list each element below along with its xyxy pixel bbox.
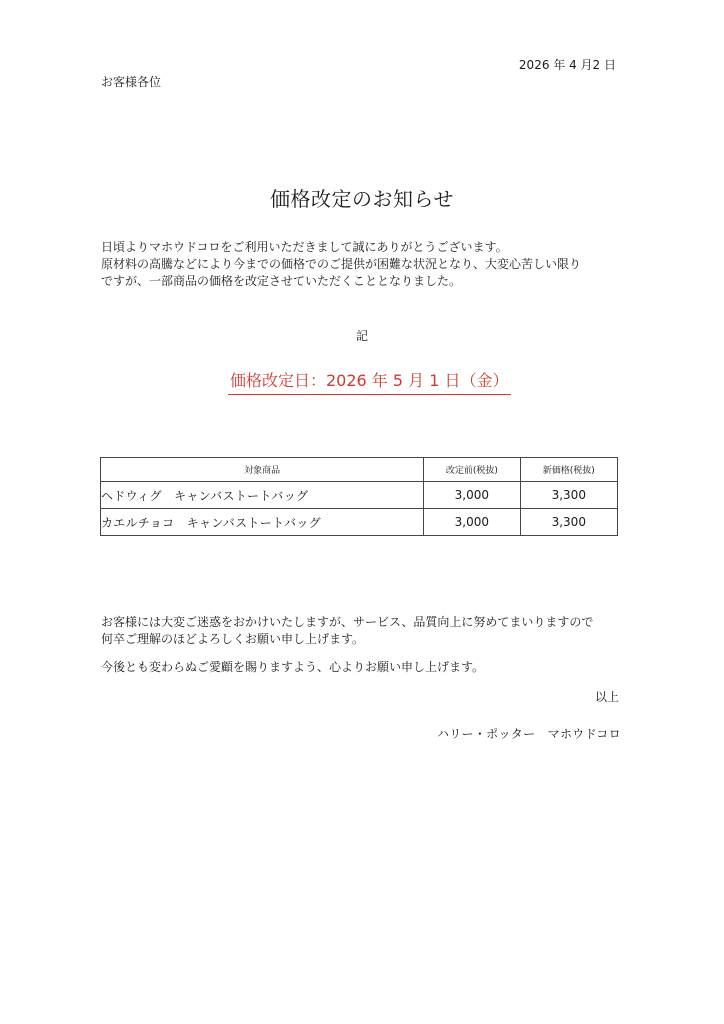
product-name: ヘドウィグ キャンバストートバッグ bbox=[101, 482, 424, 509]
intro-line: ですが、一部商品の価格を改定させていただくこととなりました。 bbox=[101, 274, 462, 288]
before-price: 3,000 bbox=[424, 509, 520, 536]
price-table bbox=[100, 457, 618, 536]
ijo-mark: 以上 bbox=[594, 690, 619, 704]
table-row bbox=[101, 509, 618, 536]
table-header-row bbox=[101, 458, 618, 482]
revision-date: 価格改定日：2026 年 5 月 1 日（金） bbox=[228, 368, 511, 395]
sender-name: ハリー・ポッター マホウドコロ bbox=[436, 727, 621, 741]
new-price: 3,300 bbox=[520, 509, 617, 536]
new-price: 3,300 bbox=[520, 482, 617, 509]
intro-paragraph bbox=[101, 239, 581, 290]
header-new-price: 新価格(税抜) bbox=[520, 458, 617, 482]
recipient: お客様各位 bbox=[101, 75, 162, 89]
table-row bbox=[101, 482, 618, 509]
header-before-price: 改定前(税抜) bbox=[424, 458, 520, 482]
product-name: カエルチョコ キャンバストートバッグ bbox=[101, 509, 424, 536]
intro-line: 日頃よりマホウドコロをご利用いただきまして誠にありがとうございます。 bbox=[101, 240, 508, 254]
header-product: 対象商品 bbox=[101, 458, 424, 482]
intro-line: 原材料の高騰などにより今までの価格でのご提供が困難な状況となり、大変心苦しい限り bbox=[101, 257, 582, 271]
closing-regards: 今後とも変わらぬご愛顧を賜りますよう、心よりお願い申し上げます。 bbox=[101, 660, 485, 674]
issue-date: 2026 年 4 月2 日 bbox=[518, 58, 616, 72]
closing-line: 何卒ご理解のほどよろしくお願い申し上げます。 bbox=[101, 632, 365, 646]
closing-paragraph bbox=[101, 614, 593, 648]
closing-line: お客様には大変ご迷惑をおかけいたしますが、サービス、品質向上に努めてまいりますので bbox=[101, 615, 594, 629]
document-title: 価格改定のお知らせ bbox=[270, 187, 454, 211]
before-price: 3,000 bbox=[424, 482, 520, 509]
ki-mark: 記 bbox=[355, 329, 368, 343]
